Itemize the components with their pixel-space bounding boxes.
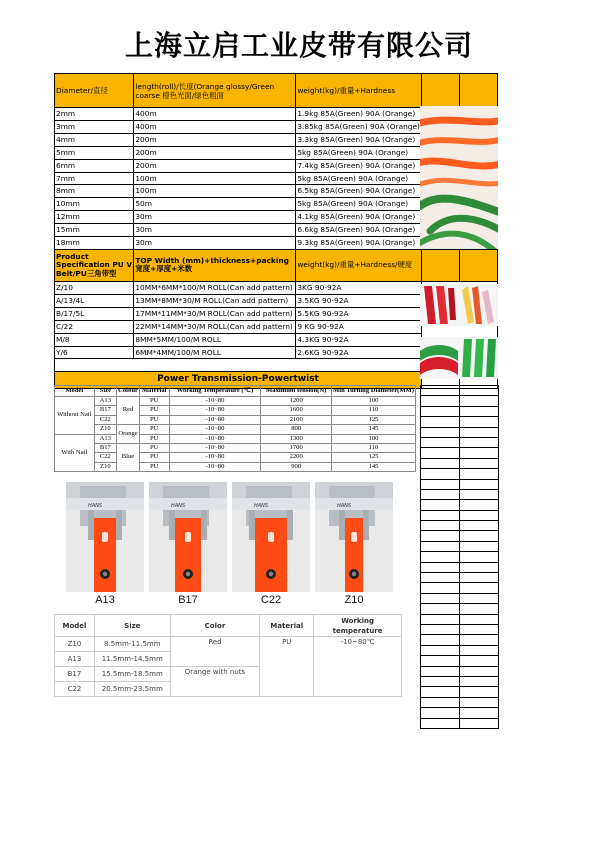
- table-cell: 110: [332, 406, 416, 415]
- table-cell: -10~80: [169, 425, 261, 434]
- table-cell: -10~80: [169, 397, 261, 406]
- grid-row: [421, 552, 499, 562]
- table-cell: 8.5mm-11.5mm: [94, 637, 170, 652]
- table-cell: 10mm: [55, 198, 134, 211]
- grid-row: [421, 521, 499, 531]
- table-cell: 4mm: [55, 133, 134, 146]
- table-cell: PU: [139, 425, 169, 434]
- grid-row: [421, 562, 499, 572]
- grid-row: [421, 635, 499, 645]
- table-cell: 3.5KG 90-92A: [296, 294, 422, 307]
- svg-text:HANS: HANS: [337, 503, 352, 509]
- vbelt-photo-green: [458, 337, 498, 379]
- col-model: Model: [55, 386, 95, 397]
- table-cell: 11.5mm-14.5mm: [94, 652, 170, 667]
- table-cell: 5.5KG 90-92A: [296, 307, 422, 320]
- table-cell: 1200: [261, 397, 332, 406]
- table-cell: 4.1kg 85A(Green) 90A (Orange): [296, 211, 422, 224]
- table-cell: 400m: [134, 108, 296, 121]
- table-cell: 5kg 85A(Green) 90A (Orange): [296, 198, 422, 211]
- table-cell: 9 KG 90-92A: [296, 320, 422, 333]
- table-cell: 12mm: [55, 211, 134, 224]
- caption-c22: C22: [260, 594, 282, 606]
- svg-text:HANS: HANS: [171, 503, 186, 509]
- vbelt-photo-red: [420, 284, 458, 326]
- table-cell: PU: [139, 462, 169, 471]
- table-cell: Z/10: [55, 281, 134, 294]
- grid-row: [421, 645, 499, 655]
- spec-material: PU: [260, 637, 314, 697]
- grid-row: [421, 583, 499, 593]
- table-header-row: [55, 386, 416, 397]
- table-cell: 10MM*6MM*100/M ROLL(Can add pattern): [134, 281, 296, 294]
- empty-grid: [420, 385, 499, 729]
- table-cell: M/8: [55, 333, 134, 346]
- table-cell: 8MM*5MM/100/M ROLL: [134, 333, 296, 346]
- table-cell: -10~80: [169, 444, 261, 453]
- grid-row: [421, 458, 499, 468]
- caliper-photo-c22: [232, 482, 310, 596]
- grid-row: [421, 500, 499, 510]
- grid-row: [421, 448, 499, 458]
- table-cell: 145: [332, 425, 416, 434]
- grid-row: [421, 531, 499, 541]
- colour-cell: Orange: [117, 425, 140, 444]
- grid-row: [421, 718, 499, 728]
- table-cell: A13: [94, 434, 117, 443]
- header-diameter: Diameter/直径: [55, 74, 134, 108]
- header-length: length(roll)/长度(Orange glossy/Green coarse 橙色光面/绿色粗面: [134, 74, 296, 108]
- table-cell: 13MM*8MM*30/M ROLL(Can add pattern): [134, 294, 296, 307]
- table-cell: PU: [139, 406, 169, 415]
- spec-color-red: Red: [170, 637, 260, 667]
- colour-cell: Blue: [117, 444, 140, 472]
- spec-table: [54, 614, 402, 697]
- table-cell: 125: [332, 453, 416, 462]
- table-cell: A13: [94, 397, 117, 406]
- grid-row: [421, 687, 499, 697]
- table-cell: 22MM*14MM*30/M ROLL(Can add pattern): [134, 320, 296, 333]
- table-cell: 20.5mm-23.5mm: [94, 682, 170, 697]
- caption-b17: B17: [178, 594, 198, 606]
- grid-row: [421, 573, 499, 583]
- col-min-turning: Min Turning Diameter(MM): [332, 386, 416, 397]
- table-cell: 125: [332, 415, 416, 424]
- caliper-image: [232, 482, 310, 592]
- table-cell: Z10: [94, 462, 117, 471]
- table-cell: 50m: [134, 198, 296, 211]
- table-header-row: [55, 615, 402, 637]
- grid-row: [421, 593, 499, 603]
- caption-a13: A13: [95, 594, 115, 606]
- table-cell: 3.85kg 85A(Green) 90A (Orange): [296, 120, 422, 133]
- table-cell: 2100: [261, 415, 332, 424]
- table-cell: 800: [261, 425, 332, 434]
- table-cell: PU: [139, 453, 169, 462]
- table-cell: 5kg 85A(Green) 90A (Orange): [296, 146, 422, 159]
- group-label: With Nail: [55, 434, 95, 472]
- header-product-spec: Product Specification PU V Belt/PU三角带型: [55, 249, 134, 281]
- table-row: [55, 425, 416, 434]
- grid-row: [421, 479, 499, 489]
- table-cell: Z10: [94, 425, 117, 434]
- table-cell: 110: [332, 444, 416, 453]
- grid-row: [421, 697, 499, 707]
- grid-row: [421, 676, 499, 686]
- table-cell: 5kg 85A(Green) 90A (Orange): [296, 172, 422, 185]
- grid-row: [421, 417, 499, 427]
- group-label: Without Nail: [55, 397, 95, 435]
- spec-col-material: Material: [260, 615, 314, 637]
- table-cell: 15.5mm-18.5mm: [94, 667, 170, 682]
- table-cell: 18mm: [55, 237, 134, 250]
- table-cell: B/17/5L: [55, 307, 134, 320]
- table-cell: 30m: [134, 211, 296, 224]
- table-row: [55, 406, 416, 415]
- table-cell: 17MM*11MM*30/M ROLL(Can add pattern): [134, 307, 296, 320]
- grid-row: [421, 541, 499, 551]
- header-top-width: TOP Width (mm)+thickness+packing 宽度+厚度+米数: [134, 249, 296, 281]
- spec-col-temperature: Working temperature: [314, 615, 402, 637]
- grid-row: [421, 469, 499, 479]
- table-cell: -10~80: [169, 462, 261, 471]
- table-cell: PU: [139, 444, 169, 453]
- col-material: Material: [139, 386, 169, 397]
- col-working-temp: Working Temperature (℃): [169, 386, 261, 397]
- grid-row: [421, 489, 499, 499]
- table-cell: 7.4kg 85A(Green) 90A (Orange): [296, 159, 422, 172]
- power-twist-table: [54, 385, 416, 472]
- caliper-image: [315, 482, 393, 592]
- vbelt-photo-red-green: [420, 337, 458, 379]
- table-cell: PU: [139, 415, 169, 424]
- table-cell: 100: [332, 397, 416, 406]
- table-cell: 4.3KG 90-92A: [296, 333, 422, 346]
- grid-row: [421, 386, 499, 396]
- grid-row: [421, 396, 499, 406]
- table-cell: 3mm: [55, 120, 134, 133]
- caliper-photo-a13: [66, 482, 144, 596]
- table-cell: 6.5kg 85A(Green) 90A (Orange): [296, 185, 422, 198]
- table-cell: 200m: [134, 159, 296, 172]
- table-cell: 6mm: [55, 159, 134, 172]
- table-cell: 15mm: [55, 224, 134, 237]
- grid-row: [421, 604, 499, 614]
- spec-col-color: Color: [170, 615, 260, 637]
- table-cell: 1300: [261, 434, 332, 443]
- table-cell: 2.6KG 90-92A: [296, 346, 422, 359]
- grid-row: [421, 656, 499, 666]
- table-row: [55, 462, 416, 471]
- table-header-row: [55, 74, 498, 108]
- vbelt-header-row: [55, 249, 498, 281]
- table-cell: Z10: [55, 637, 95, 652]
- col-size: Size: [94, 386, 117, 397]
- table-cell: 1.9kg 85A(Green) 90A (Orange): [296, 108, 422, 121]
- table-cell: 30m: [134, 237, 296, 250]
- grid-row: [421, 624, 499, 634]
- table-cell: 2200: [261, 453, 332, 462]
- table-cell: C22: [94, 453, 117, 462]
- caliper-photo-b17: [149, 482, 227, 596]
- caliper-image: [66, 482, 144, 592]
- table-cell: B17: [94, 406, 117, 415]
- spec-col-model: Model: [55, 615, 95, 637]
- table-cell: 1700: [261, 444, 332, 453]
- table-cell: A13: [55, 652, 95, 667]
- vbelt-photo-mixed: [458, 284, 498, 326]
- spec-color-orange: Orange with nuts: [170, 667, 260, 697]
- table-cell: 2mm: [55, 108, 134, 121]
- caliper-image: [149, 482, 227, 592]
- table-cell: 200m: [134, 146, 296, 159]
- table-cell: -10~80: [169, 415, 261, 424]
- table-cell: 3.3kg 85A(Green) 90A (Orange): [296, 133, 422, 146]
- table-cell: C22: [94, 415, 117, 424]
- table-cell: 1600: [261, 406, 332, 415]
- table-cell: PU: [139, 434, 169, 443]
- table-cell: 8mm: [55, 185, 134, 198]
- power-transmission-title: Power Transmission-Powertwist: [55, 372, 422, 389]
- table-cell: C22: [55, 682, 95, 697]
- caliper-photo-z10: [315, 482, 393, 596]
- table-cell: A/13/4L: [55, 294, 134, 307]
- caption-z10: Z10: [344, 594, 364, 606]
- table-cell: 100: [332, 434, 416, 443]
- table-cell: 100m: [134, 172, 296, 185]
- svg-text:HANS: HANS: [254, 503, 269, 509]
- grid-row: [421, 510, 499, 520]
- table-cell: 900: [261, 462, 332, 471]
- company-title: 上海立启工业皮带有限公司: [124, 29, 473, 62]
- grid-row: [421, 614, 499, 624]
- table-cell: 5mm: [55, 146, 134, 159]
- table-cell: B17: [55, 667, 95, 682]
- table-row: [55, 444, 416, 453]
- table-cell: PU: [139, 397, 169, 406]
- header-weight: weight(kg)/重量+Hardness: [296, 74, 422, 108]
- table-row: [55, 637, 402, 652]
- grid-row: [421, 708, 499, 718]
- header-vbelt-weight: weight(kg)/重量+Hardness/硬度: [296, 249, 422, 281]
- table-row: [55, 453, 416, 462]
- table-row: [55, 415, 416, 424]
- grid-row: [421, 427, 499, 437]
- table-cell: 400m: [134, 120, 296, 133]
- table-cell: 100m: [134, 185, 296, 198]
- table-cell: 30m: [134, 224, 296, 237]
- table-cell: Y/6: [55, 346, 134, 359]
- grid-row: [421, 406, 499, 416]
- table-cell: 3KG 90-92A: [296, 281, 422, 294]
- table-cell: B17: [94, 444, 117, 453]
- table-cell: -10~80: [169, 406, 261, 415]
- table-cell: 9.3kg 85A(Green) 90A (Orange): [296, 237, 422, 250]
- table-cell: 200m: [134, 133, 296, 146]
- svg-text:HANS: HANS: [88, 503, 103, 509]
- grid-row: [421, 666, 499, 676]
- table-cell: 6.6kg 85A(Green) 90A (Orange): [296, 224, 422, 237]
- grid-row: [421, 437, 499, 447]
- table-cell: C/22: [55, 320, 134, 333]
- table-row: [55, 434, 416, 443]
- col-max-tension: Maximum tension(N): [261, 386, 332, 397]
- table-cell: 7mm: [55, 172, 134, 185]
- table-cell: -10~80: [169, 434, 261, 443]
- table-cell: 145: [332, 462, 416, 471]
- table-row: [55, 397, 416, 406]
- round-belt-photo: [420, 106, 498, 249]
- col-colour: Colour: [117, 386, 140, 397]
- colour-cell: Red: [117, 397, 140, 425]
- spec-col-size: Size: [94, 615, 170, 637]
- spec-temperature: -10~80℃: [314, 637, 402, 697]
- table-cell: 6MM*4MM/100/M ROLL: [134, 346, 296, 359]
- table-cell: -10~80: [169, 453, 261, 462]
